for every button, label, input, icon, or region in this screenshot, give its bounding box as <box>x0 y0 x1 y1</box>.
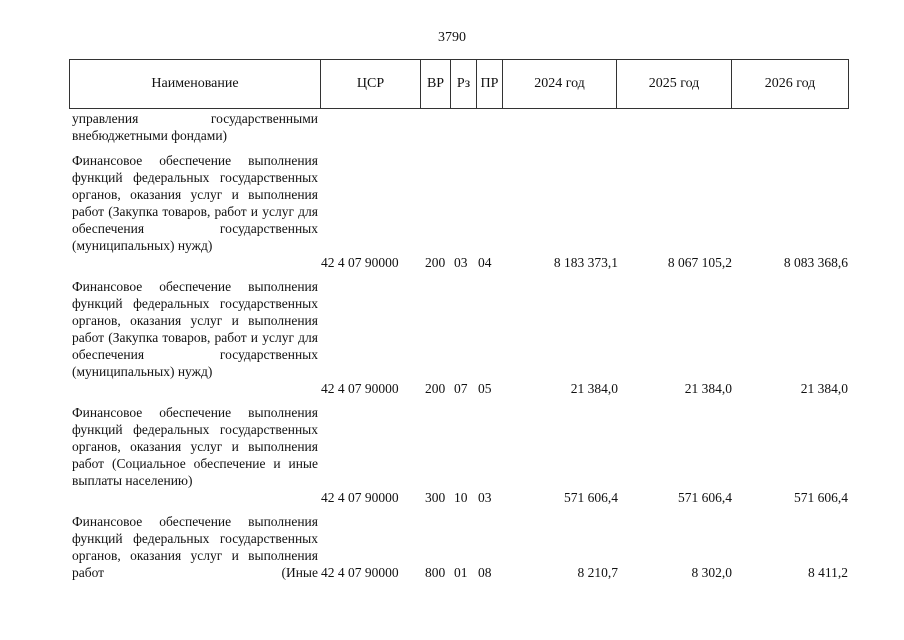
row-4-2025: 8 302,0 <box>691 565 732 580</box>
row-4-rz: 01 <box>454 565 468 580</box>
row-1-2024: 8 183 373,1 <box>553 255 618 270</box>
row-3-csr: 42 4 07 90000 <box>321 490 399 505</box>
row-2-vr: 200 <box>425 381 446 396</box>
row-3-2024: 571 606,4 <box>564 490 618 505</box>
row-3-vr: 300 <box>425 490 446 505</box>
row-3-rz: 10 <box>454 490 468 505</box>
row-4-2026: 8 411,2 <box>808 565 848 580</box>
row-4-pr: 08 <box>478 565 492 580</box>
row-4-name: Финансовое обеспечение выполнения функций федеральных государственных органов, оказания услуг и выполнения работ (Иные <box>72 514 318 580</box>
row-1-2026: 8 083 368,6 <box>783 255 848 270</box>
row-2-rz: 07 <box>454 381 468 396</box>
header-vr: ВР <box>421 60 451 108</box>
table-header <box>69 59 849 109</box>
header-2026: 2026 год <box>764 76 816 91</box>
row-1-pr: 04 <box>478 255 492 270</box>
row-3-name: Финансовое обеспечение выполнения функций федеральных государственных органов, оказания услуг и выполнения работ (Социальное обеспечение и иные выплаты населению) <box>72 405 318 488</box>
page-number: 3790 <box>438 30 466 45</box>
row-2-2024: 21 384,0 <box>570 381 618 396</box>
row-1-vr: 200 <box>425 255 446 270</box>
row-2-csr: 42 4 07 90000 <box>321 381 399 396</box>
row-1-2025: 8 067 105,2 <box>667 255 732 270</box>
header-2025: 2025 год <box>617 60 732 108</box>
row-1-csr: 42 4 07 90000 <box>321 255 399 270</box>
row-3-2026: 571 606,4 <box>794 490 848 505</box>
row-3-pr: 03 <box>478 490 492 505</box>
continuation-text: управления государственными внебюджетными фондами) <box>72 111 318 143</box>
header-name: Наименование <box>70 60 321 108</box>
row-1-rz: 03 <box>454 255 468 270</box>
row-1-name: Финансовое обеспечение выполнения функций федеральных государственных органов, оказания услуг и выполнения работ (Закупка товаров, работ и услуг для обеспечения государственных (муниципальных) нужд) <box>72 153 318 253</box>
header-pr: ПР <box>477 60 503 108</box>
row-3-2025: 571 606,4 <box>678 490 732 505</box>
row-2-2026: 21 384,0 <box>800 381 848 396</box>
row-4-vr: 800 <box>425 565 446 580</box>
header-rz: Рз <box>451 60 477 108</box>
row-4-csr: 42 4 07 90000 <box>321 565 399 580</box>
row-2-2025: 21 384,0 <box>684 381 732 396</box>
row-4-2024: 8 210,7 <box>577 565 618 580</box>
row-2-name: Финансовое обеспечение выполнения функций федеральных государственных органов, оказания услуг и выполнения работ (Закупка товаров, работ и услуг для обеспечения государственных (муниципальных) нужд) <box>72 279 318 379</box>
header-csr: ЦСР <box>321 60 421 108</box>
row-2-pr: 05 <box>478 381 492 396</box>
header-2024: 2024 год <box>503 60 617 108</box>
